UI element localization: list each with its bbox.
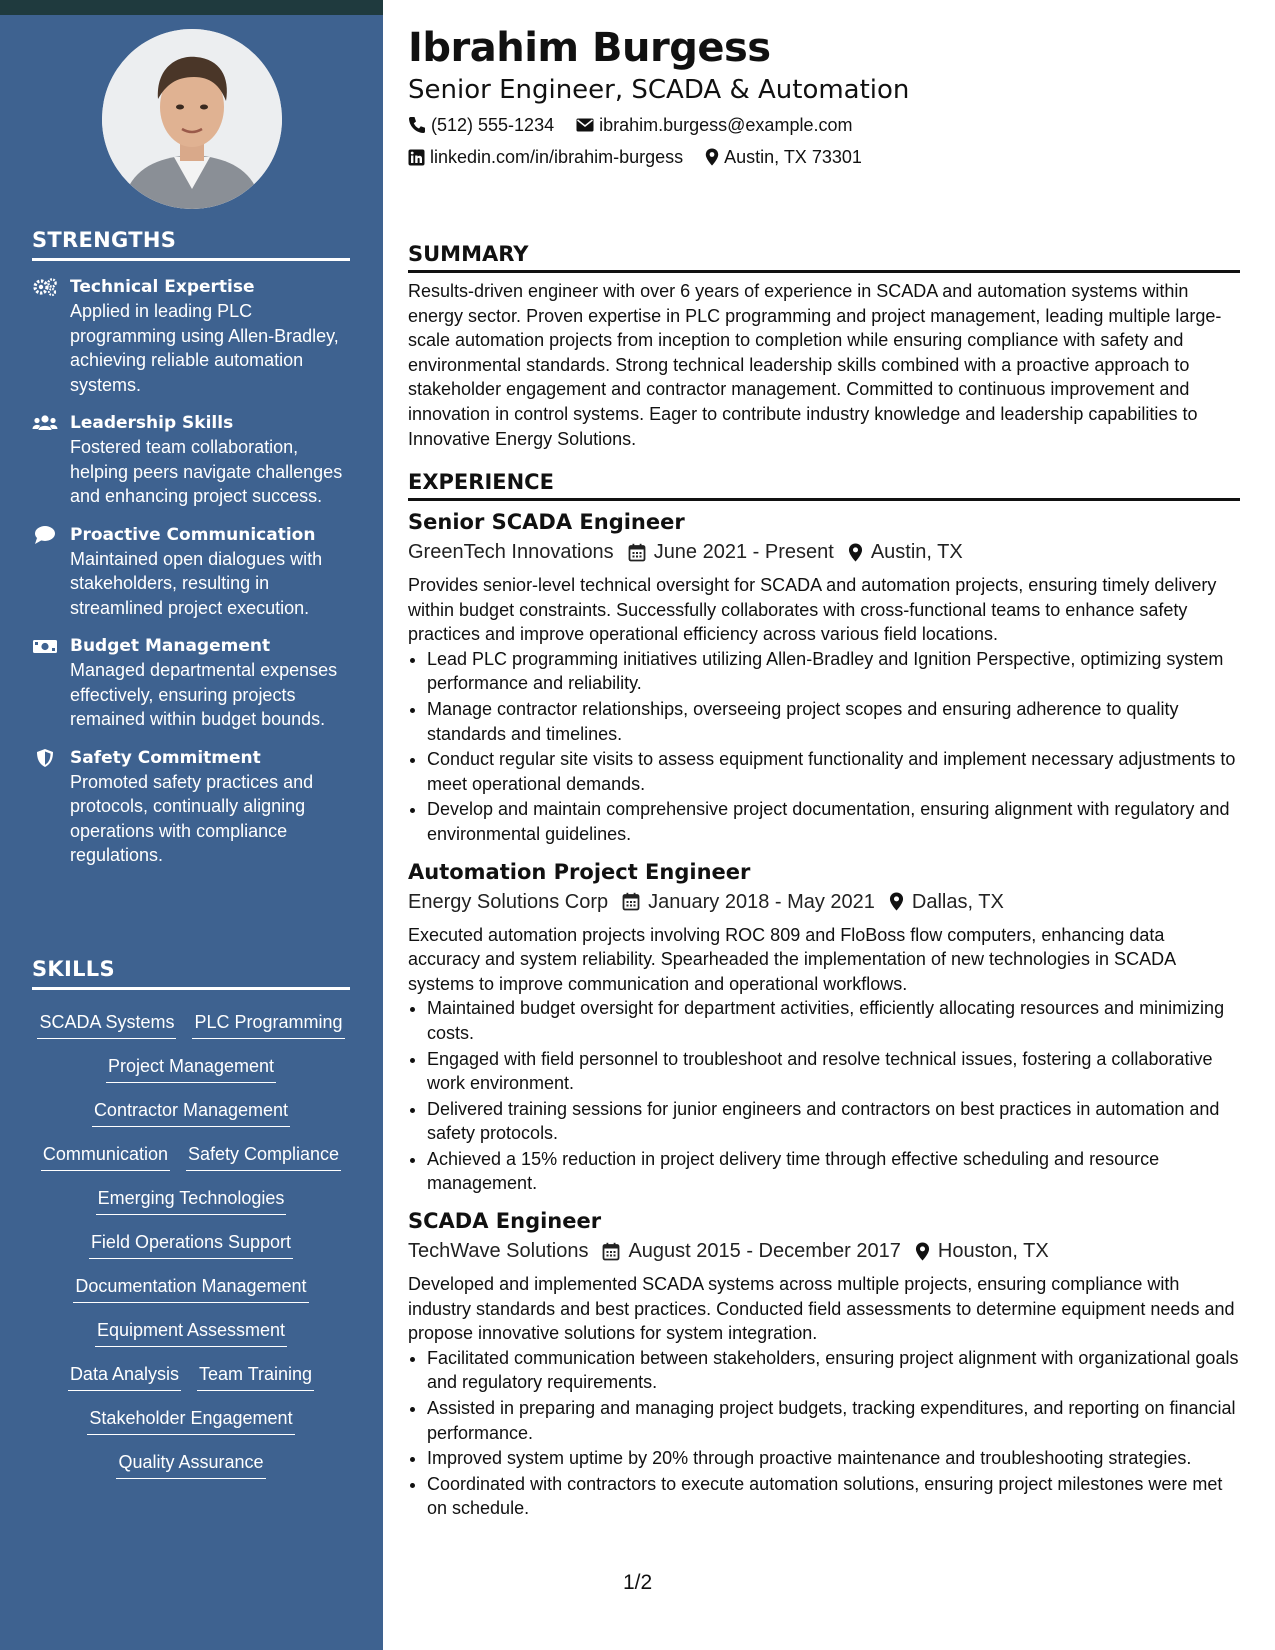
skill-tag: Team Training — [197, 1362, 314, 1391]
email-address[interactable]: ibrahim.burgess@example.com — [599, 115, 853, 135]
skill-tag: Data Analysis — [68, 1362, 181, 1391]
linkedin-icon — [408, 149, 425, 166]
job-company: Energy Solutions Corp — [408, 890, 609, 913]
strength-description: Managed departmental expenses effectively, ensuring projects remained within budget bounds. — [70, 660, 338, 729]
strength-description: Promoted safety practices and protocols, continually aligning operations with compliance regulations. — [70, 771, 314, 865]
job-description: Developed and implemented SCADA systems across multiple projects, ensuring compliance with industry standards and best practices. Conducted field assessments to determine equipment needs and propose innovative solutions for system integration. — [408, 1274, 1235, 1344]
skill-tag: Safety Compliance — [186, 1142, 341, 1171]
job-bullet: • Facilitated communication between stakeholders, ensuring project alignment with organizational goals and regulatory requirements. — [427, 1346, 1240, 1395]
location-contact — [705, 145, 862, 169]
skill-tag: Contractor Management — [92, 1098, 290, 1127]
job-dates — [628, 537, 834, 567]
job-location-text: Austin, TX — [870, 541, 963, 563]
skill-tag: Project Management — [106, 1054, 276, 1083]
calendar-icon — [628, 543, 646, 562]
strength-title: Proactive Communication — [70, 524, 316, 545]
top-accent-bar — [0, 0, 383, 15]
job-meta — [408, 887, 1240, 917]
summary-section — [408, 242, 1240, 451]
job-location — [889, 887, 1004, 917]
skills-list — [32, 1010, 350, 1479]
contact-row-2 — [408, 145, 884, 169]
email-contact[interactable] — [576, 113, 852, 137]
job-bullet: • Conduct regular site visits to assess equipment functionality and implement necessary adjustments to meet operational demands. — [427, 747, 1240, 796]
job-bullet: • Engaged with field personnel to troubleshoot and resolve technical issues, fostering a collaborative work environment. — [427, 1047, 1240, 1096]
gears-icon — [32, 277, 58, 297]
skill-tag: Quality Assurance — [116, 1450, 265, 1479]
job-entry — [408, 507, 1240, 847]
map-pin-icon — [915, 1242, 930, 1261]
job-location — [915, 1236, 1049, 1266]
skills-section — [32, 957, 350, 1479]
location-text: Austin, TX 73301 — [724, 147, 862, 167]
summary-text: Results-driven engineer with over 6 years of experience in SCADA and automation systems within energy sector. Proven expertise in PLC programming and project management, leading multiple large-scale automation projects from inception to completion while ensuring compliance with safety and environmental standards. Strong technical leadership skills combined with a proactive approach to stakeholder engagement and contractor management. Committed to continuous improvement and innovation in control systems. Eager to contribute industry knowledge and leadership capabilities to Innovative Energy Solutions. — [408, 281, 1222, 449]
skill-tag: Emerging Technologies — [96, 1186, 287, 1215]
job-location — [848, 537, 963, 567]
strengths-heading: STRENGTHS — [32, 228, 350, 261]
skill-tag: Stakeholder Engagement — [87, 1406, 294, 1435]
users-icon — [32, 413, 58, 433]
job-title: SCADA Engineer — [408, 1209, 602, 1234]
calendar-icon — [622, 892, 640, 911]
job-bullet: • Coordinated with contractors to execute automation solutions, ensuring project milestones were met on schedule. — [427, 1472, 1240, 1521]
skill-tag: Communication — [41, 1142, 170, 1171]
job-meta — [408, 1236, 1240, 1266]
strength-description: Applied in leading PLC programming using Allen-Bradley, achieving reliable automation systems. — [70, 301, 339, 395]
strength-item — [32, 523, 350, 621]
skill-tag: Field Operations Support — [89, 1230, 293, 1259]
strength-title: Budget Management — [70, 636, 271, 656]
profile-photo — [102, 29, 282, 209]
money-bill-icon — [32, 636, 58, 656]
linkedin-url[interactable]: linkedin.com/in/ibrahim-burgess — [430, 147, 684, 167]
skills-heading: SKILLS — [32, 957, 350, 990]
strength-item — [32, 275, 350, 397]
phone-icon — [408, 116, 426, 134]
strength-description: Fostered team collaboration, helping peers navigate challenges and enhancing project success. — [70, 437, 343, 506]
sidebar — [0, 15, 383, 1650]
skill-tag: PLC Programming — [192, 1010, 344, 1039]
envelope-icon — [576, 117, 594, 133]
experience-section — [408, 470, 1240, 1522]
job-bullet: • Delivered training sessions for junior engineers and contractors on best practices in automation and safety protocols. — [427, 1097, 1240, 1146]
avatar — [102, 29, 282, 209]
job-title: Automation Project Engineer — [408, 859, 751, 884]
skill-tag: Documentation Management — [73, 1274, 308, 1303]
job-bullet: • Maintained budget oversight for department activities, efficiently allocating resources and minimizing costs. — [427, 996, 1240, 1045]
map-pin-icon — [705, 148, 719, 166]
linkedin-contact[interactable] — [408, 145, 683, 169]
phone-number: (512) 555-1234 — [431, 115, 555, 135]
job-bullets — [408, 1346, 1240, 1521]
job-entry — [408, 857, 1240, 1197]
candidate-role: Senior Engineer, SCADA & Automation — [408, 75, 910, 105]
job-dates — [602, 1236, 900, 1266]
job-description: Executed automation projects involving ROC 809 and FloBoss flow computers, enhancing data accuracy and system reliability. Spearheaded the implementation of new technologies in SCADA systems to improve communication and operational workflows. — [408, 924, 1176, 994]
job-meta — [408, 537, 1240, 567]
strength-description: Maintained open dialogues with stakeholders, resulting in streamlined project execution. — [70, 548, 323, 618]
strength-title: Safety Commitment — [70, 747, 261, 768]
job-bullet: • Manage contractor relationships, overseeing project scopes and ensuring adherence to quality standards and timelines. — [427, 697, 1240, 746]
strengths-section — [32, 228, 350, 868]
job-description: Provides senior-level technical oversight for SCADA and automation projects, ensuring timely delivery within budget constraints. Successfully collaborates with cross-functional teams to enhance safety practices and improve operational efficiency across various field locations. — [408, 575, 1217, 645]
page-number: 1/2 — [623, 1571, 653, 1594]
contact-row-1 — [408, 113, 874, 137]
job-location-text: Dallas, TX — [911, 890, 1004, 913]
job-company: TechWave Solutions — [408, 1240, 589, 1263]
strength-item — [32, 746, 350, 868]
shield-icon — [32, 748, 58, 768]
job-dates-text: June 2021 - Present — [653, 541, 834, 563]
summary-heading: SUMMARY — [408, 242, 1240, 273]
job-bullet: • Achieved a 15% reduction in project delivery time through effective scheduling and resource management. — [427, 1147, 1240, 1196]
skill-tag: SCADA Systems — [37, 1010, 176, 1039]
strength-title: Technical Expertise — [70, 277, 255, 297]
phone-contact — [408, 113, 554, 137]
job-bullet: • Lead PLC programming initiatives utilizing Allen-Bradley and Ignition Perspective, optimizing system performance and reliability. — [427, 647, 1240, 696]
job-location-text: Houston, TX — [937, 1240, 1049, 1263]
job-dates-text: January 2018 - May 2021 — [648, 890, 875, 913]
strength-item — [32, 411, 350, 509]
job-dates — [622, 887, 875, 917]
comment-icon — [32, 525, 58, 545]
job-bullets — [408, 647, 1240, 847]
skill-tag: Equipment Assessment — [95, 1318, 287, 1347]
map-pin-icon — [848, 543, 863, 562]
strength-item — [32, 634, 350, 732]
job-bullet: • Improved system uptime by 20% through proactive maintenance and troubleshooting strategies. — [427, 1446, 1240, 1471]
strength-title: Leadership Skills — [70, 413, 234, 433]
job-bullet: • Assisted in preparing and managing project budgets, tracking expenditures, and reporting on financial performance. — [427, 1396, 1240, 1445]
job-title: Senior SCADA Engineer — [408, 510, 685, 534]
job-dates-text: August 2015 - December 2017 — [628, 1240, 901, 1263]
job-bullets — [408, 996, 1240, 1196]
calendar-icon — [602, 1242, 620, 1261]
job-company: GreenTech Innovations — [408, 541, 614, 563]
candidate-name: Ibrahim Burgess — [408, 25, 771, 71]
job-bullet: • Develop and maintain comprehensive project documentation, ensuring alignment with regulatory and environmental guidelines. — [427, 797, 1240, 846]
experience-heading: EXPERIENCE — [408, 470, 1240, 501]
map-pin-icon — [889, 892, 904, 911]
job-entry — [408, 1206, 1240, 1521]
